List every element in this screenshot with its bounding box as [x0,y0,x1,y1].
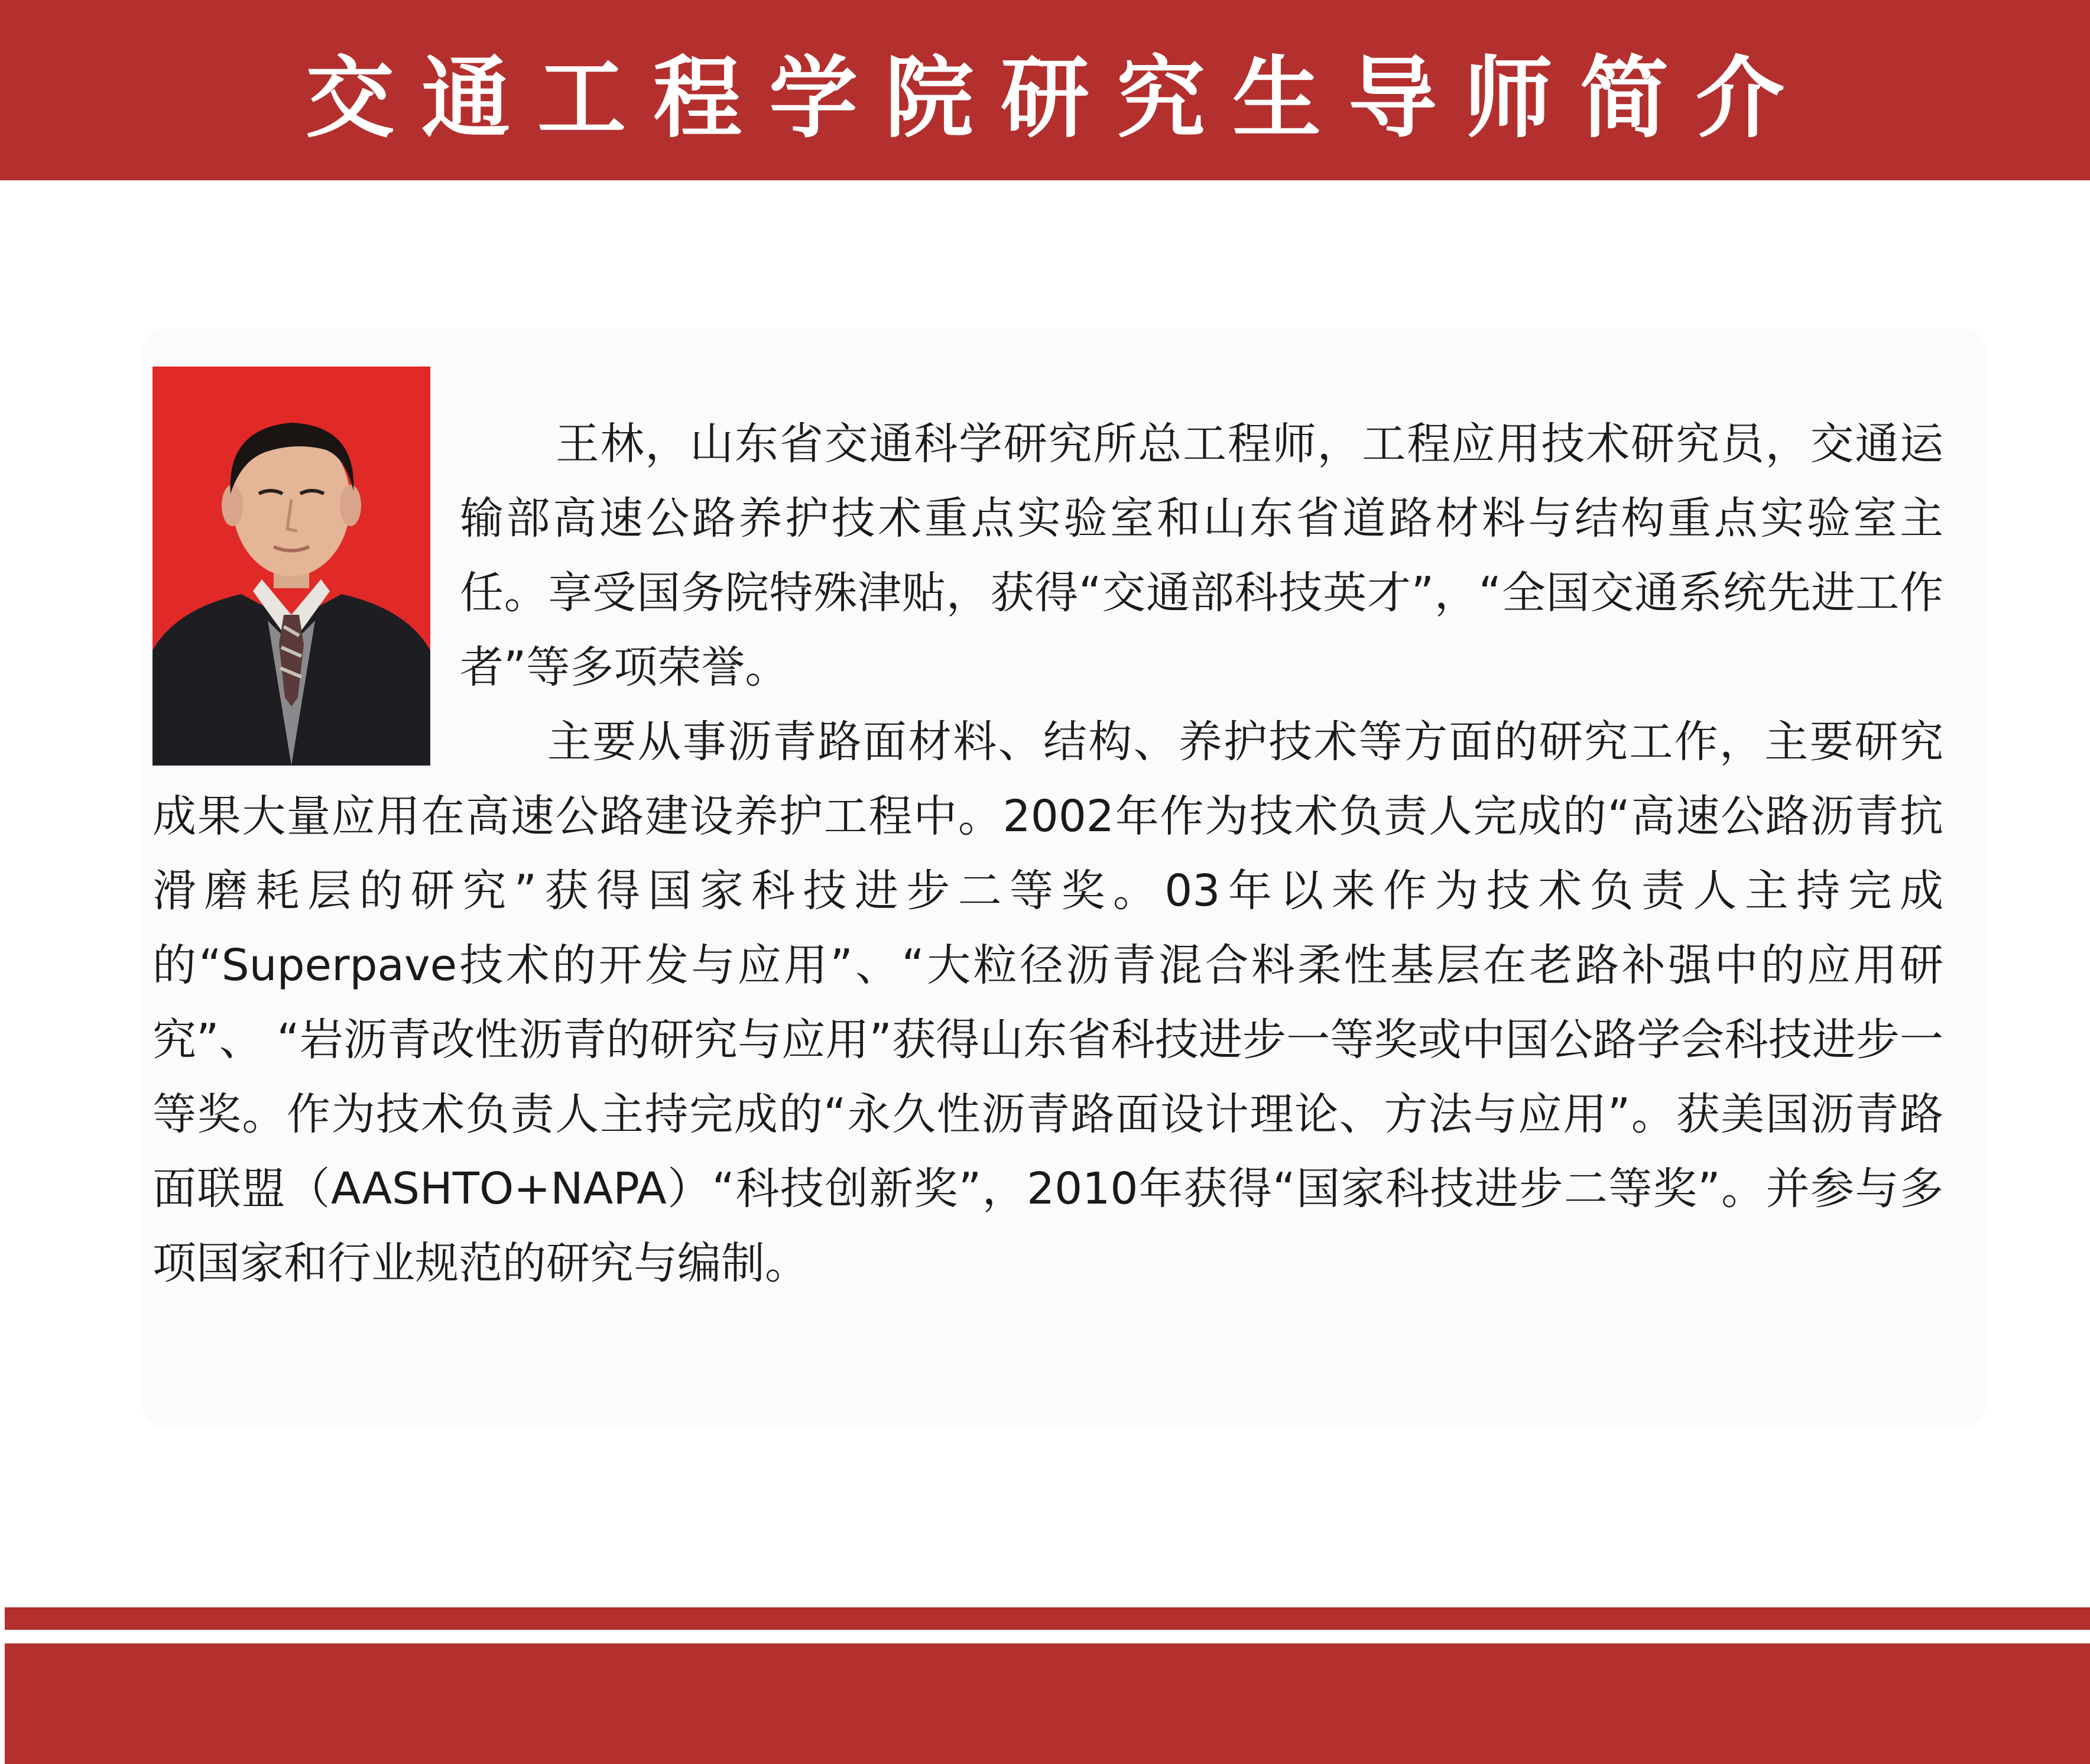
portrait-photo-icon [152,367,430,766]
portrait-photo [152,367,430,766]
bio-paragraph-intro-text: 王林，山东省交通科学研究所总工程师，工程应用技术研究员，交通运输部高速公路养护技术重点实验室和山东省道路材料与结构重点实验室主任。享受国务院特殊津贴，获得“交通部科技英才”，“全国交通系统先进工作者”等多项荣誉。 [460,419,1943,693]
footer-bar [5,1643,2090,1764]
bio-paragraph-research: 主要从事沥青路面材料、结构、养护技术等方面的研究工作，主要研究成果大量应用在高速公路建设养护工程中。2002年作为技术负责人完成的“高速公路沥青抗滑磨耗层的研究”获得国家科技进步二等奖。03年以来作为技术负责人主持完成的“Superpave技术的开发与应用”、“大粒径沥青混合料柔性基层在老路补强中的应用研究”、 “岩沥青改性沥青的研究与应用”获得山东省科技进步一等奖或中国公路学会科技进步一等奖。作为技术负责人主持完成的“永久性沥青路面设计理论、方法与应用”。获美国沥青路面联盟（AASHTO+NAPA）“科技创新奖”，2010年获得“国家科技进步二等奖”。并参与多项国家和行业规范的研究与编制。 [152,716,1943,1289]
page-title: 交通工程学院研究生导师简介 [305,46,1812,150]
footer-divider [5,1607,2090,1630]
